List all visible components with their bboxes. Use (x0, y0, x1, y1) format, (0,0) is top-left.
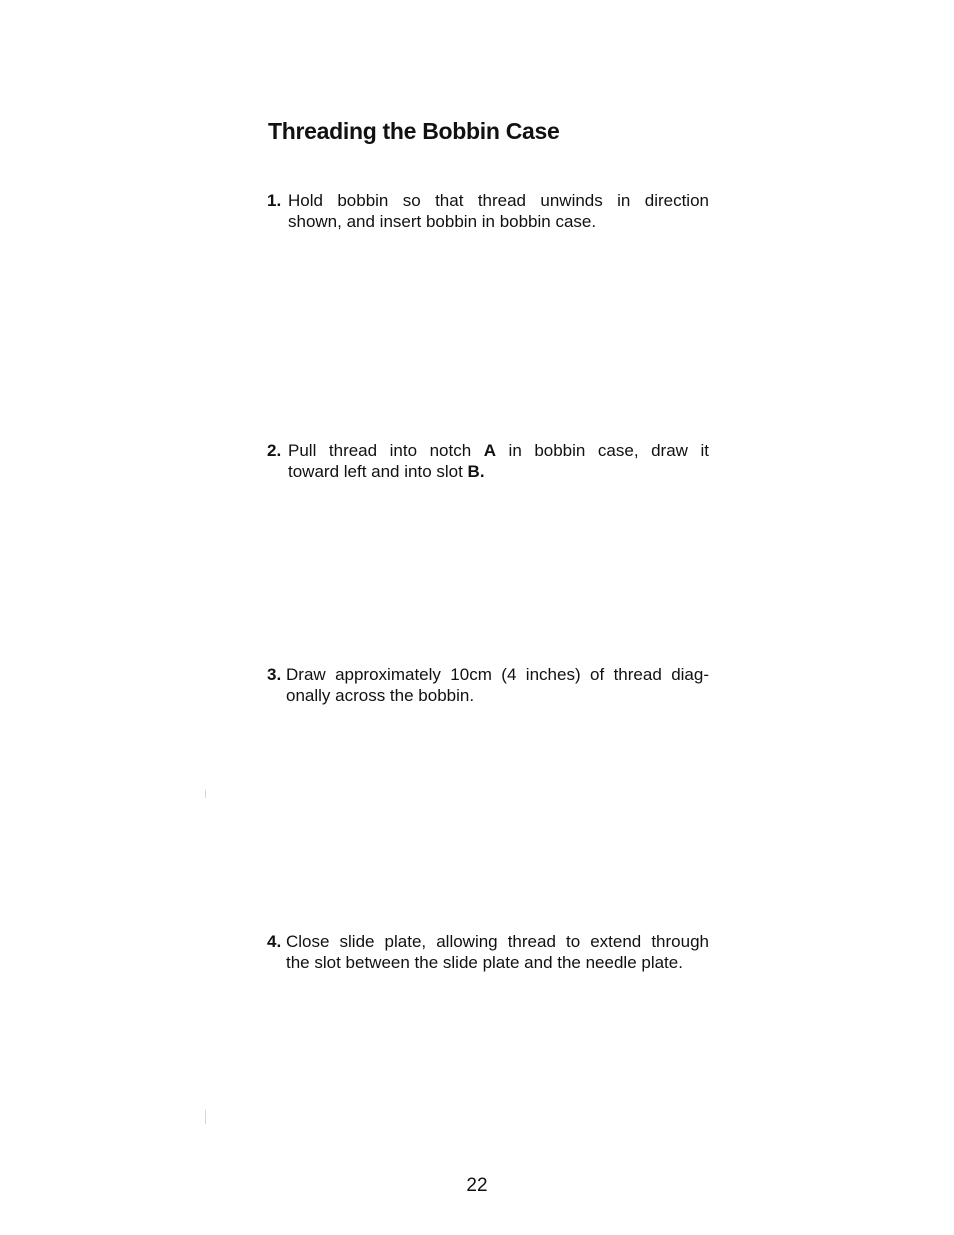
step-3-line-1: Draw approximately 10cm (4 inches) of thread diag- (286, 665, 709, 684)
step-1-line-2: shown, and insert bobbin in bobbin case. (288, 212, 597, 231)
scan-speck (205, 790, 206, 798)
step-2-line-1-text-a: Pull thread into notch (288, 441, 484, 460)
page-number: 22 (466, 1175, 488, 1196)
scan-speck (205, 1110, 206, 1124)
notch-a-label: A (483, 441, 496, 460)
step-3 (267, 664, 709, 706)
step-2-line-1-text-b: in bobbin case, draw it (496, 441, 709, 460)
step-4-line-1: Close slide plate, allowing thread to extend through (286, 932, 709, 951)
page-title: Threading the Bobbin Case (268, 118, 560, 144)
step-1-line-1: Hold bobbin so that thread unwinds in direction (288, 191, 709, 210)
step-1-number: 1. (267, 191, 282, 210)
step-2-number: 2. (267, 441, 282, 460)
step-1 (267, 190, 709, 232)
step-3-number: 3. (267, 665, 282, 684)
step-2-line-1 (267, 440, 709, 461)
step-2-line-2-text-a: toward left and into slot (288, 462, 468, 481)
step-2 (267, 440, 709, 482)
step-4-line-2: the slot between the slide plate and the needle plate. (286, 953, 683, 972)
step-4 (267, 931, 709, 973)
step-3-line-2: onally across the bobbin. (286, 686, 475, 705)
step-2-line-2 (267, 461, 709, 482)
slot-b-label: B. (467, 462, 485, 481)
step-4-number: 4. (267, 932, 282, 951)
